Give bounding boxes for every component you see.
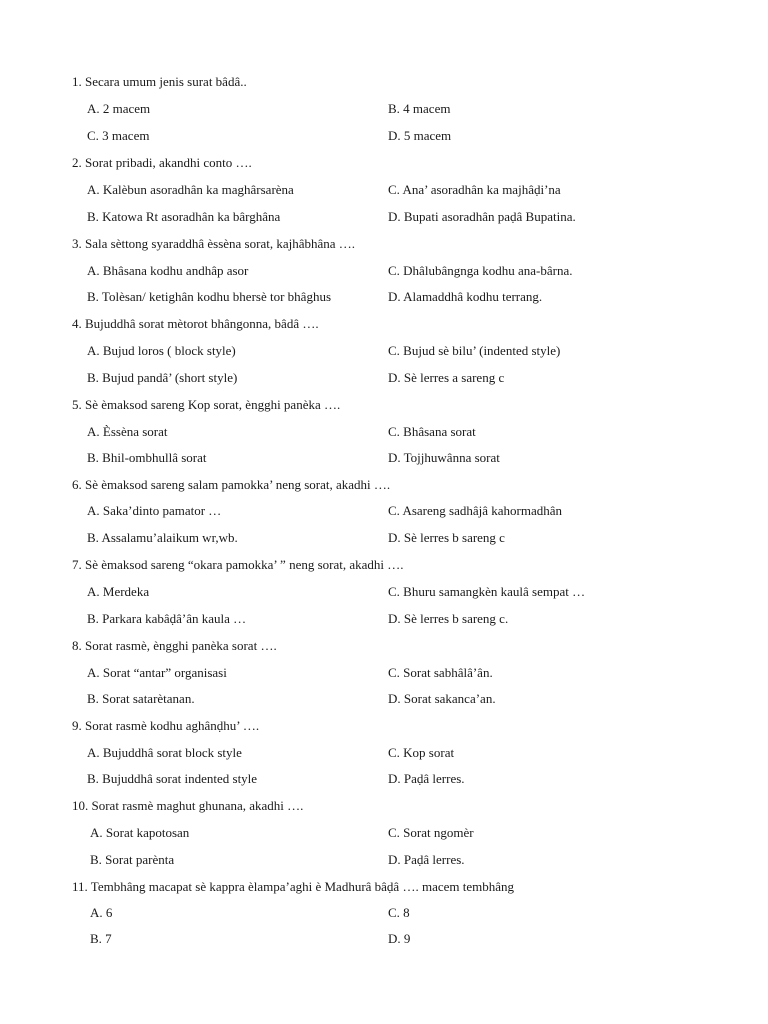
question-9: 9. Sorat rasmè kodhu aghânḍhu’ …. [72,718,260,733]
q4-option-c: C. Bujud sè bilu’ (indented style) [388,343,561,358]
question-6: 6. Sè èmaksod sareng salam pamokka’ neng sorat, akadhi …. [72,477,391,492]
question-4: 4. Bujuddhâ sorat mètorot bhângonna, bâdâ …. [72,316,319,331]
q4-option-b: B. Bujud pandâ’ (short style) [87,370,238,385]
q5-option-c: C. Bhâsana sorat [388,424,476,439]
q9-option-b: B. Bujuddhâ sorat indented style [87,771,258,786]
q4-option-d: D. Sè lerres a sareng c [388,370,505,385]
q9-option-d: D. Paḍâ lerres. [388,771,465,786]
q11-option-a: A. 6 [90,905,113,920]
q7-option-d: D. Sè lerres b sareng c. [388,611,509,626]
question-11: 11. Tembhâng macapat sè kappra èlampa’aghi è Madhurâ bâḍâ …. macem tembhâng [72,879,514,894]
q10-option-b: B. Sorat parènta [90,852,175,867]
question-8: 8. Sorat rasmè, èngghi panèka sorat …. [72,638,277,653]
q9-option-c: C. Kop sorat [388,745,455,760]
q3-option-c: C. Dhâlubângnga kodhu ana-bârna. [388,263,573,278]
q2-option-b: B. Katowa Rt asoradhân ka bârghâna [87,209,281,224]
q1-option-d: D. 5 macem [388,128,452,143]
q9-option-a: A. Bujuddhâ sorat block style [87,745,242,760]
q5-option-d: D. Tojjhuwânna sorat [388,450,500,465]
q2-option-a: A. Kalèbun asoradhân ka maghârsarèna [87,182,294,197]
question-5: 5. Sè èmaksod sareng Kop sorat, èngghi panèka …. [72,397,341,412]
q7-option-a: A. Merdeka [87,584,150,599]
question-7: 7. Sè èmaksod sareng “okara pamokka’ ” neng sorat, akadhi …. [72,557,404,572]
q5-option-a: A. Èssèna sorat [87,424,168,439]
q8-option-c: C. Sorat sabhâlâ’ân. [388,665,493,680]
q6-option-c: C. Asareng sadhâjâ kahormadhân [388,503,563,518]
q6-option-a: A. Saka’dinto pamator … [87,503,222,518]
q10-option-a: A. Sorat kapotosan [90,825,190,840]
q8-option-a: A. Sorat “antar” organisasi [87,665,227,680]
q1-option-b: B. 4 macem [388,101,451,116]
q11-option-d: D. 9 [388,931,411,946]
q11-option-b: B. 7 [90,931,112,946]
q8-option-b: B. Sorat satarètanan. [87,691,195,706]
question-1: 1. Secara umum jenis surat bâdâ.. [72,74,247,89]
q5-option-b: B. Bhil-ombhullâ sorat [87,450,207,465]
q6-option-b: B. Assalamu’alaikum wr,wb. [87,530,238,545]
q7-option-c: C. Bhuru samangkèn kaulâ sempat … [388,584,586,599]
q2-option-c: C. Ana’ asoradhân ka majhâḍi’na [388,182,561,197]
q2-option-d: D. Bupati asoradhân paḍâ Bupatina. [388,209,576,224]
q1-option-c: C. 3 macem [87,128,150,143]
q1-option-a: A. 2 macem [87,101,151,116]
q7-option-b: B. Parkara kabâḍâ’ân kaula … [87,611,247,626]
q3-option-d: D. Alamaddhâ kodhu terrang. [388,289,543,304]
q3-option-b: B. Tolèsan/ ketighân kodhu bhersè tor bhâghus [87,289,332,304]
q6-option-d: D. Sè lerres b sareng c [388,530,505,545]
q10-option-d: D. Paḍâ lerres. [388,852,465,867]
question-10: 10. Sorat rasmè maghut ghunana, akadhi …. [72,798,304,813]
q4-option-a: A. Bujud loros ( block style) [87,343,236,358]
q8-option-d: D. Sorat sakanca’an. [388,691,496,706]
q10-option-c: C. Sorat ngomèr [388,825,474,840]
question-2: 2. Sorat pribadi, akandhi conto …. [72,155,252,170]
q3-option-a: A. Bhâsana kodhu andhâp asor [87,263,249,278]
question-3: 3. Sala sèttong syaraddhâ èssèna sorat, kajhâbhâna …. [72,236,356,251]
q11-option-c: C. 8 [388,905,410,920]
